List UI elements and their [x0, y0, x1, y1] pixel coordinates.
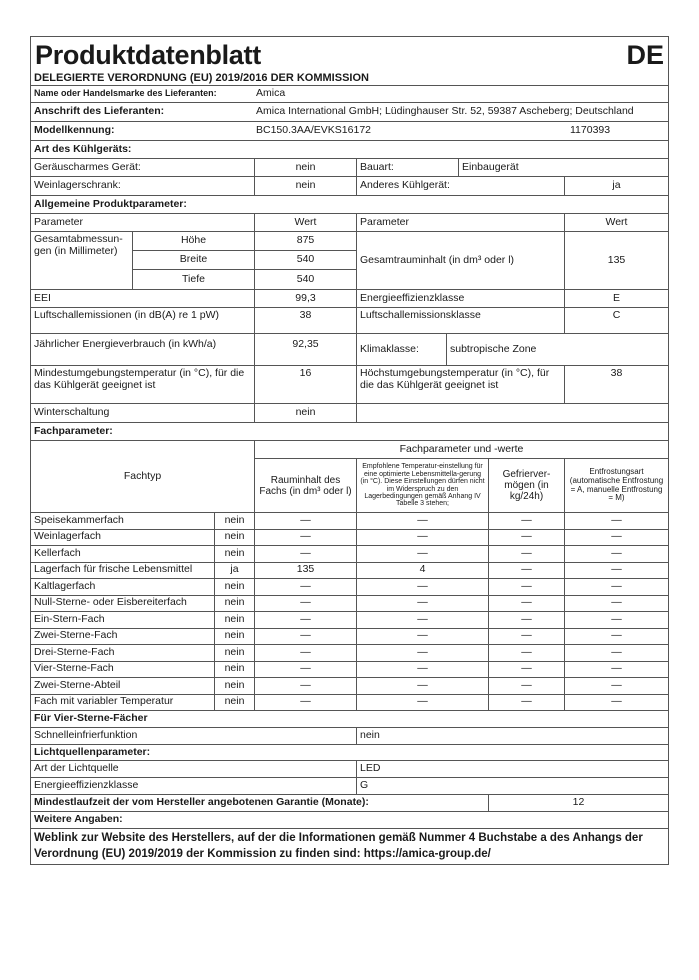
compartment-present: nein: [215, 678, 255, 694]
eei-label: EEI: [31, 290, 255, 307]
table-row: [31, 695, 668, 712]
compartment-temp: —: [357, 695, 489, 711]
compartment-present: nein: [215, 695, 255, 711]
max-temp-label: Höchstumgebungstemperatur (in °C), für die das Kühlgerät geeignet ist: [357, 366, 565, 403]
supplier-name-label: Name oder Handelsmarke des Lieferanten:: [34, 88, 217, 99]
compartment-rows: [31, 513, 668, 711]
width-value: 540: [296, 253, 315, 266]
general-heading-row: [31, 196, 668, 214]
light-type-row: [31, 761, 668, 778]
annual-energy-label: Jährlicher Energieverbrauch (in kWh/a): [31, 334, 255, 365]
noise-class-label: Luftschallemissionsklasse: [357, 308, 565, 333]
compartment-volume: —: [255, 530, 357, 546]
noise-class-value: C: [612, 309, 621, 321]
other-device-label: Anderes Kühlgerät:: [357, 177, 565, 195]
compartments-header-row: [31, 441, 668, 513]
regulation-title: DELEGIERTE VERORDNUNG (EU) 2019/2016 DER KOMMISSION: [34, 72, 369, 84]
model-code: 1170393: [570, 124, 611, 137]
light-class-value: G: [360, 779, 369, 792]
col-parameter-left: Parameter: [31, 214, 255, 231]
compartment-present: ja: [215, 563, 255, 579]
min-temp-label: Mindestumgebungstemperatur (in °C), für die das Kühlgerät geeignet ist: [31, 366, 255, 403]
compartment-name: Lagerfach für frische Lebensmittel: [31, 563, 215, 579]
light-class-row: [31, 778, 668, 795]
compartment-freeze: —: [489, 629, 565, 645]
compartment-temp: —: [357, 678, 489, 694]
compartment-defrost: —: [611, 612, 622, 625]
weblink-text[interactable]: Weblink zur Website des Herstellers, auf der die Informationen gemäß Nummer 4 Buchstabe a des Anhangs der Verordnung (EU) 2019/2019 der Kommission zu finden sind: https://amica-group.de/: [34, 832, 643, 860]
table-row: [31, 596, 668, 613]
compartment-freeze: —: [489, 596, 565, 612]
wine-cabinet-label: Weinlagerschrank:: [31, 177, 255, 195]
compartment-volume: —: [255, 662, 357, 678]
wine-row: [31, 177, 668, 196]
low-noise-row: [31, 159, 668, 177]
compartment-freeze: —: [489, 612, 565, 628]
wine-cabinet-value: nein: [255, 177, 357, 195]
compartment-name: Fach mit variabler Temperatur: [31, 695, 215, 711]
warranty-value: 12: [572, 796, 585, 809]
col-parameter-right: Parameter: [357, 214, 565, 231]
annual-energy-row: [31, 334, 668, 366]
page-title: Produktdatenblatt: [35, 40, 261, 70]
compartment-freeze: —: [489, 563, 565, 579]
model-value: BC150.3AA/EVKS16172: [256, 124, 371, 137]
device-type-heading: Art des Kühlgeräts:: [34, 142, 132, 155]
winter-label: Winterschaltung: [31, 404, 255, 422]
table-row: [31, 612, 668, 629]
compartment-temp: 4: [357, 563, 489, 579]
table-row: [31, 579, 668, 596]
compartment-present: nein: [215, 546, 255, 562]
volume-label: Gesamtrauminhalt (in dm³ oder l): [357, 232, 565, 289]
dimensions-label: Gesamtabmessun-gen (in Millimeter): [31, 232, 133, 289]
model-row: [31, 122, 668, 141]
compartment-freeze: —: [489, 695, 565, 711]
compartment-defrost: —: [611, 596, 622, 609]
compartment-volume: —: [255, 612, 357, 628]
compartment-name: Speisekammerfach: [31, 513, 215, 529]
design-value: Einbaugerät: [462, 160, 519, 173]
col-value-left: Wert: [255, 214, 357, 231]
compartment-freeze: —: [489, 579, 565, 595]
compartment-present: nein: [215, 513, 255, 529]
model-label: Modellkennung:: [34, 124, 115, 137]
compartment-temp: —: [357, 612, 489, 628]
low-noise-value: nein: [255, 159, 357, 176]
eei-value: 99,3: [255, 290, 357, 307]
table-row: [31, 530, 668, 547]
compartment-present: nein: [215, 596, 255, 612]
compartment-defrost: —: [611, 695, 622, 708]
compartment-name: Zwei-Sterne-Abteil: [31, 678, 215, 694]
light-class-label: Energieeffizienzklasse: [31, 778, 357, 794]
further-heading: Weitere Angaben:: [34, 813, 123, 826]
compartments-heading-row: [31, 423, 668, 441]
language-code: DE: [626, 40, 664, 70]
compartment-defrost: —: [611, 678, 622, 691]
device-type-heading-row: [31, 141, 668, 159]
table-row: [31, 662, 668, 679]
compartment-temp: —: [357, 513, 489, 529]
min-temp-value: 16: [255, 366, 357, 403]
four-star-heading-row: [31, 711, 668, 728]
col-value-right: Wert: [605, 215, 628, 228]
regulation-row: [31, 71, 668, 86]
compartment-freeze: —: [489, 678, 565, 694]
further-heading-row: [31, 812, 668, 829]
general-heading: Allgemeine Produktparameter:: [34, 197, 187, 210]
winter-value: nein: [255, 404, 357, 422]
compartment-name: Drei-Sterne-Fach: [31, 645, 215, 661]
height-label: Höhe: [133, 232, 255, 250]
compartment-defrost: —: [611, 530, 622, 543]
compartment-name: Null-Sterne- oder Eisbereiterfach: [31, 596, 215, 612]
winter-empty: [357, 404, 668, 422]
compartment-name: Kellerfach: [31, 546, 215, 562]
compartment-present: nein: [215, 645, 255, 661]
compartment-present: nein: [215, 629, 255, 645]
supplier-address-label: Anschrift des Lieferanten:: [34, 105, 165, 118]
col-recommended-temp: Empfohlene Temperatur-einstellung für eine optimierte Lebensmittella-gerung (in °C). Diese Einstellungen dürfen nicht im Widerspruch zu den Lagerbedingungen gemäß Anhang IV Tabelle 3 stehen;: [357, 459, 489, 512]
col-defrost-type: Entfrostungsart (automatische Entfrostung = A, manuelle Entfrostung = M): [569, 466, 664, 503]
supplier-address-row: [31, 103, 668, 122]
eei-row: [31, 290, 668, 308]
compartment-name: Kaltlagerfach: [31, 579, 215, 595]
compartment-freeze: —: [489, 530, 565, 546]
fast-freeze-value: nein: [360, 729, 380, 742]
noise-label: Luftschallemissionen (in dB(A) re 1 pW): [31, 308, 255, 333]
compartment-present: nein: [215, 579, 255, 595]
depth-label: Tiefe: [133, 270, 255, 289]
col-freezing-capacity: Gefrierver-mögen (in kg/24h): [489, 459, 565, 512]
height-value: 875: [296, 234, 315, 247]
compartment-name: Zwei-Sterne-Fach: [31, 629, 215, 645]
light-heading: Lichtquellenparameter:: [34, 745, 151, 758]
col-compartment-type: Fachtyp: [31, 441, 255, 512]
compartment-present: nein: [215, 662, 255, 678]
light-type-label: Art der Lichtquelle: [31, 761, 357, 777]
compartment-volume: 135: [255, 563, 357, 579]
compartment-volume: —: [255, 596, 357, 612]
compartment-temp: —: [357, 530, 489, 546]
compartment-group-header: Fachparameter und -werte: [255, 441, 668, 459]
compartment-volume: —: [255, 546, 357, 562]
table-row: [31, 678, 668, 695]
compartment-volume: —: [255, 678, 357, 694]
table-row: [31, 513, 668, 530]
other-device-value: ja: [612, 179, 621, 192]
supplier-address-value: Amica International GmbH; Lüdinghauser Str. 52, 59387 Ascheberg; Deutschland: [256, 105, 634, 118]
compartment-defrost: —: [611, 563, 622, 576]
four-star-heading: Für Vier-Sterne-Fächer: [34, 712, 148, 725]
compartment-freeze: —: [489, 546, 565, 562]
compartment-volume: —: [255, 645, 357, 661]
compartment-name: Vier-Sterne-Fach: [31, 662, 215, 678]
climate-class-label: Klimaklasse:: [357, 334, 447, 365]
annual-energy-value: 92,35: [255, 334, 357, 365]
compartment-defrost: —: [611, 629, 622, 642]
winter-row: [31, 404, 668, 423]
compartment-freeze: —: [489, 513, 565, 529]
supplier-name-value: Amica: [256, 87, 286, 100]
energy-class-label: Energieeffizienzklasse: [357, 290, 565, 307]
compartment-temp: —: [357, 579, 489, 595]
compartment-temp: —: [357, 546, 489, 562]
compartment-volume: —: [255, 629, 357, 645]
table-row: [31, 629, 668, 646]
climate-class-value: subtropische Zone: [450, 342, 537, 355]
low-noise-label: Geräuscharmes Gerät:: [31, 159, 255, 176]
warranty-row: [31, 795, 668, 812]
table-row: [31, 645, 668, 662]
compartment-present: nein: [215, 530, 255, 546]
fast-freeze-row: [31, 728, 668, 745]
compartment-temp: —: [357, 629, 489, 645]
compartment-defrost: —: [611, 662, 622, 675]
table-row: [31, 563, 668, 580]
compartment-defrost: —: [611, 579, 622, 592]
design-label: Bauart:: [357, 159, 459, 176]
general-col-header-row: [31, 214, 668, 232]
compartment-freeze: —: [489, 662, 565, 678]
compartment-temp: —: [357, 596, 489, 612]
title-row: [31, 37, 668, 71]
compartment-defrost: —: [611, 546, 622, 559]
light-heading-row: [31, 745, 668, 761]
table-row: [31, 546, 668, 563]
compartment-temp: —: [357, 662, 489, 678]
light-type-value: LED: [360, 762, 381, 775]
compartment-volume: —: [255, 513, 357, 529]
volume-value: 135: [607, 253, 626, 266]
compartment-temp: —: [357, 645, 489, 661]
width-label: Breite: [133, 251, 255, 269]
noise-row: [31, 308, 668, 334]
weblink-row: [31, 829, 668, 865]
compartment-name: Ein-Stern-Fach: [31, 612, 215, 628]
product-data-sheet: [30, 36, 669, 865]
depth-value: 540: [296, 272, 315, 285]
compartment-present: nein: [215, 612, 255, 628]
compartment-name: Weinlagerfach: [31, 530, 215, 546]
compartment-volume: —: [255, 695, 357, 711]
compartment-volume: —: [255, 579, 357, 595]
dimensions-row: [31, 232, 668, 290]
noise-value: 38: [255, 308, 357, 333]
fast-freeze-label: Schnelleinfrierfunktion: [31, 728, 357, 744]
max-temp-value: 38: [610, 367, 623, 379]
compartment-freeze: —: [489, 645, 565, 661]
compartments-heading: Fachparameter:: [34, 424, 113, 437]
compartment-defrost: —: [611, 513, 622, 526]
temperature-row: [31, 366, 668, 404]
col-volume: Rauminhalt des Fachs (in dm³ oder l): [255, 459, 357, 512]
energy-class-value: E: [612, 291, 620, 304]
supplier-name-row: [31, 86, 668, 103]
warranty-label: Mindestlaufzeit der vom Hersteller angebotenen Garantie (Monate):: [31, 795, 489, 811]
compartment-defrost: —: [611, 645, 622, 658]
